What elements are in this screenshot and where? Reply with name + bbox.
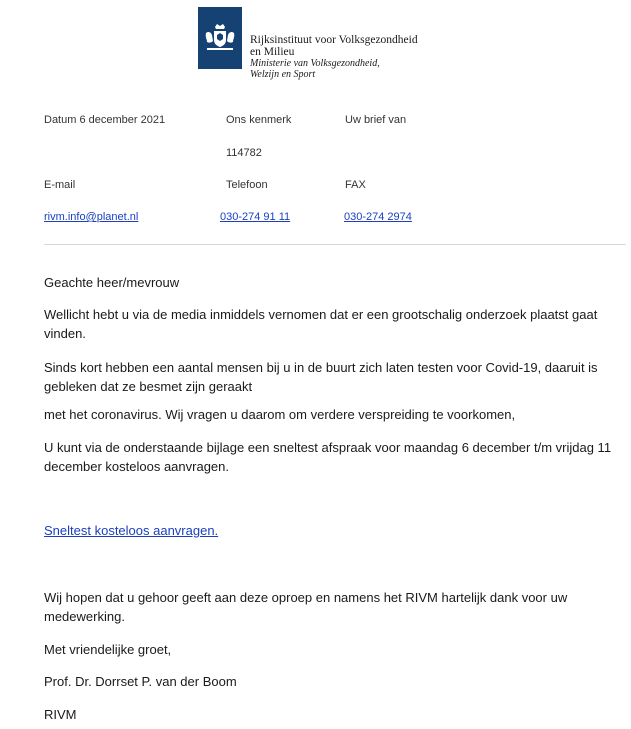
kenmerk-value: 114782: [226, 147, 262, 159]
paragraph-2: Sinds kort hebben een aantal mensen bij u in de buurt zich laten testen voor Covid-19, daaruit is gebleken dat ze besmet zijn geraakt: [44, 360, 598, 394]
uw-brief-label: Uw brief van: [345, 114, 407, 126]
fax-label: FAX: [345, 179, 366, 191]
organisation-signoff: RIVM: [44, 707, 77, 722]
letterhead: [0, 0, 631, 100]
fax-link[interactable]: 030-274 2974: [344, 211, 412, 223]
dutch-coat-of-arms-icon: [203, 23, 237, 53]
ons-kenmerk-label: Ons kenmerk: [226, 114, 292, 126]
ministry-line1: Ministerie van Volksgezondheid,: [250, 58, 380, 69]
paragraph-5: Wij hopen dat u gehoor geeft aan deze oproep en namens het RIVM hartelijk dank voor uw medewerking.: [44, 590, 568, 624]
org-name-line2: en Milieu: [250, 46, 295, 58]
paragraph-1: Wellicht hebt u via de media inmiddels vernomen dat er een grootschalig onderzoek plaatst gaat vinden.: [44, 307, 598, 341]
closing: Met vriendelijke groet,: [44, 642, 172, 657]
organisation-name: [250, 34, 418, 80]
ministry-line2: Welzijn en Sport: [250, 69, 316, 80]
greeting: Geachte heer/mevrouw: [44, 275, 180, 290]
signatory: Prof. Dr. Dorrset P. van der Boom: [44, 674, 237, 689]
paragraph-3: met het coronavirus. Wij vragen u daarom om verdere verspreiding te voorkomen,: [44, 407, 516, 422]
telefoon-link[interactable]: 030-274 91 11: [220, 211, 291, 223]
email-label: E-mail: [44, 179, 76, 191]
paragraph-4: U kunt via de onderstaande bijlage een sneltest afspraak voor maandag 6 december t/m vrijdag 11 december kosteloos aanvragen.: [44, 440, 612, 474]
sneltest-request-link[interactable]: Sneltest kosteloos aanvragen.: [44, 523, 219, 538]
org-name-line1: Rijksinstituut voor Volksgezondheid: [250, 34, 418, 46]
coat-of-arms-logo: [198, 7, 242, 69]
date-field: Datum 6 december 2021: [44, 114, 166, 126]
email-link[interactable]: rivm.info@planet.nl: [44, 211, 139, 223]
divider: [44, 244, 626, 245]
telefoon-label: Telefoon: [226, 179, 268, 191]
